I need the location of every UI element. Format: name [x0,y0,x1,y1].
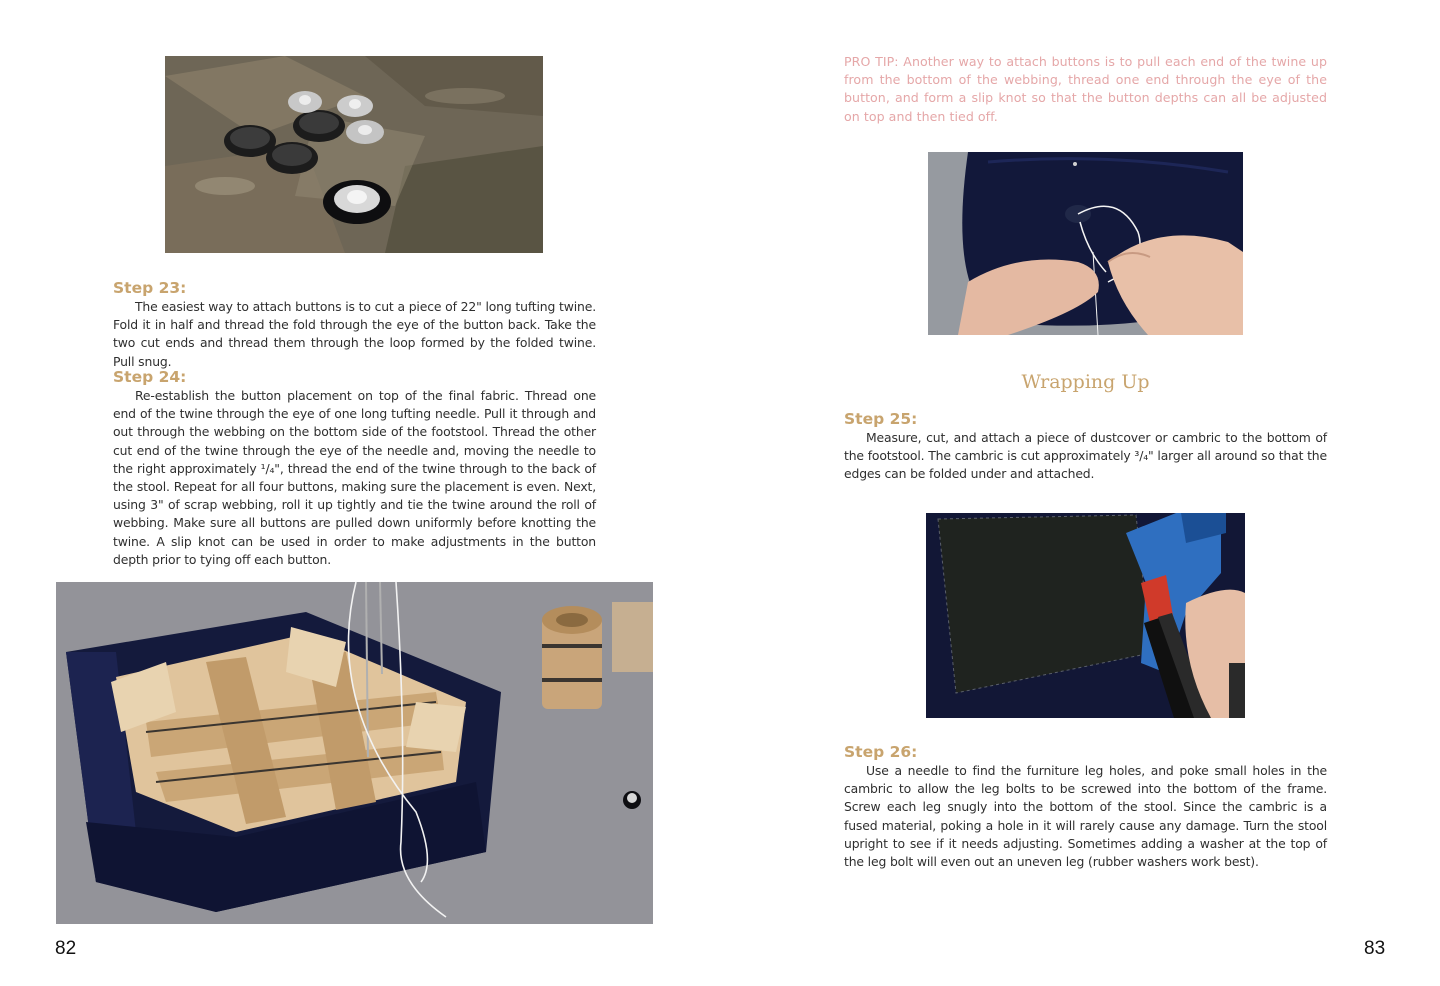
slip-knot-photo [928,152,1243,335]
stapling-cambric-photo [926,513,1245,718]
step-25-heading: Step 25: [844,410,918,428]
step-25-text: Measure, cut, and attach a piece of dustcover or cambric to the bottom of the footstool. The cambric is cut approximately ³/₄" larger all around so that the edges can be folded under and attached. [844,430,1327,482]
page-number-left: 82 [55,938,77,959]
step-24-text: Re-establish the button placement on top of the final fabric. Thread one end of the twine through the eye of one long tufting needle. Pull it through and out through the webbing on the bottom side of the footstool. Thread the other cut end of the twine through the eye of the needle and, moving the needle to the right approximately ¹/₄", thread the end of the twine through to the back of the stool. Repeat for all four buttons, making sure the placement is even. Next, using 3" of scrap webbing, roll it up tightly and tie the twine around the roll of webbing. Make sure all buttons are pulled down uniformly before knotting the twine. A slip knot can be used in order to make adjustments in the button depth prior to tying off each button. [113,388,596,567]
step-26-text: Use a needle to find the furniture leg holes, and poke small holes in the cambric to allow the leg bolts to be screwed into the bottom of the frame. Screw each leg snugly into the bottom of the stool. Since the cambric is a fused material, poking a hole in it will rarely cause any damage. Turn the stool upright to see if it needs adjusting. Sometimes adding a washer at the top of the leg bolt will even out an uneven leg (rubber washers work best). [844,763,1327,870]
button-backs-photo [165,56,543,253]
step-24-heading: Step 24: [113,368,187,386]
step-23-heading: Step 23: [113,279,187,297]
step-26-heading: Step 26: [844,743,918,761]
section-title-wrapping-up: Wrapping Up [1021,371,1150,393]
pro-tip-text: PRO TIP: Another way to attach buttons is to pull each end of the twine up from the bottom of the webbing, thread one end through the eye of the button, and form a slip knot so that the button depths can all be adjusted on top and then tied off. [844,54,1327,124]
footstool-webbing-photo [56,582,653,924]
step-23-text: The easiest way to attach buttons is to cut a piece of 22" long tufting twine. Fold it in half and thread the fold through the eye of the button back. Take the two cut ends and thread them through the loop formed by the folded twine. Pull snug. [113,299,596,369]
page-number-right: 83 [1364,938,1386,959]
